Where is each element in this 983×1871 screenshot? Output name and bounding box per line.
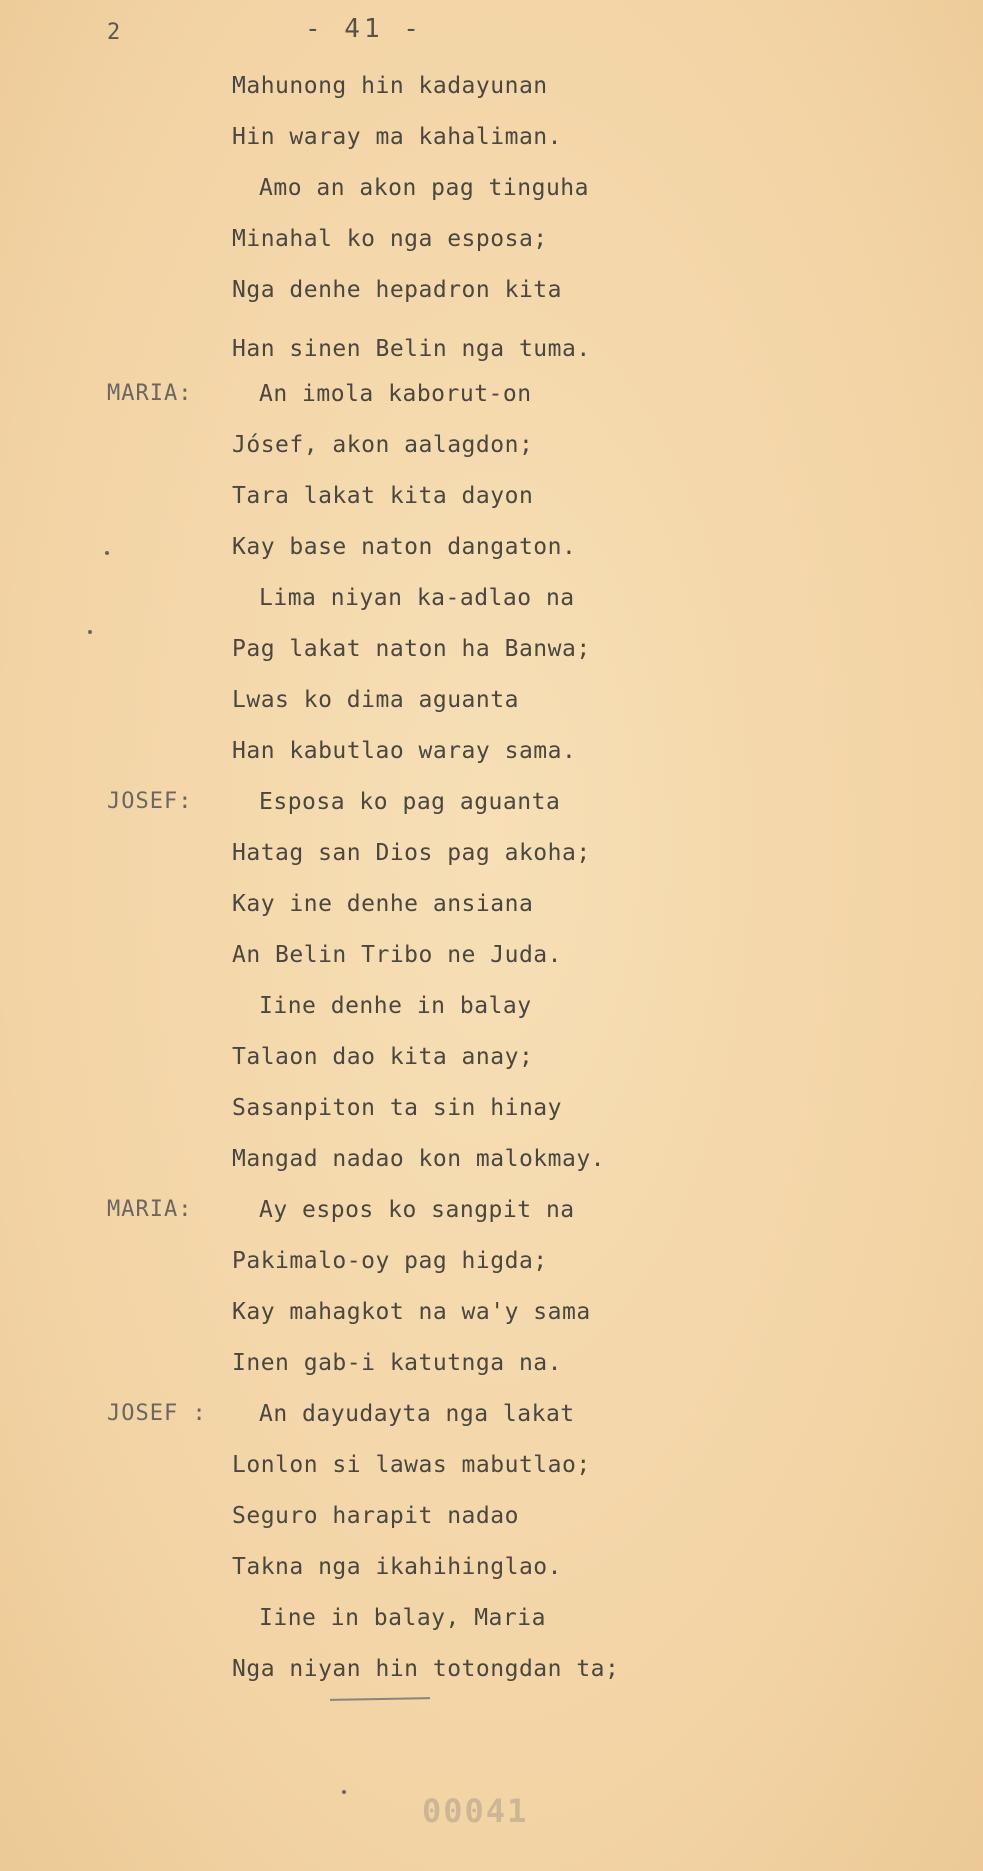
speaker-label: JOSEF : xyxy=(107,1401,207,1426)
verse-line: Han kabutlao waray sama. xyxy=(232,738,577,764)
verse-line: Kay mahagkot na wa'y sama xyxy=(232,1299,591,1325)
speaker-label: MARIA: xyxy=(107,1197,193,1222)
verse-line: An dayudayta nga lakat xyxy=(259,1401,575,1427)
ink-dot xyxy=(342,1790,346,1794)
verse-line: Han sinen Belin nga tuma. xyxy=(232,336,591,362)
verse-line: Inen gab-i katutnga na. xyxy=(232,1350,562,1376)
verse-line: Hatag san Dios pag akoha; xyxy=(232,840,591,866)
page-number: - 41 - xyxy=(305,14,423,44)
verse-line: Hin waray ma kahaliman. xyxy=(232,124,562,150)
verse-line: Minahal ko nga esposa; xyxy=(232,226,548,252)
speaker-label: MARIA: xyxy=(107,381,193,406)
verse-line: Lonlon si lawas mabutlao; xyxy=(232,1452,591,1478)
pencil-underline xyxy=(330,1697,430,1701)
verse-line: Takna nga ikahihinglao. xyxy=(232,1554,562,1580)
verse-line: Mangad nadao kon malokmay. xyxy=(232,1146,606,1172)
verse-line: Sasanpiton ta sin hinay xyxy=(232,1095,562,1121)
verse-line: Jósef, akon aalagdon; xyxy=(232,432,534,458)
archive-stamp: 00041 xyxy=(422,1792,529,1830)
verse-line: Mahunong hin kadayunan xyxy=(232,73,548,99)
verse-line: Iine denhe in balay xyxy=(259,993,532,1019)
verse-line: Talaon dao kita anay; xyxy=(232,1044,534,1070)
verse-line: Amo an akon pag tinguha xyxy=(259,175,589,201)
verse-line: Pag lakat naton ha Banwa; xyxy=(232,636,591,662)
ink-dot xyxy=(88,630,92,634)
verse-line: Lwas ko dima aguanta xyxy=(232,687,519,713)
ink-dot xyxy=(105,551,109,555)
speaker-label: JOSEF: xyxy=(107,789,193,814)
verse-line: Pakimalo-oy pag higda; xyxy=(232,1248,548,1274)
verse-line: An imola kaborut-on xyxy=(259,381,532,407)
corner-number: 2 xyxy=(107,20,121,45)
verse-line: Ay espos ko sangpit na xyxy=(259,1197,575,1223)
verse-line: Nga denhe hepadron kita xyxy=(232,277,562,303)
verse-line: Tara lakat kita dayon xyxy=(232,483,534,509)
verse-line: Seguro harapit nadao xyxy=(232,1503,519,1529)
verse-line: Iine in balay, Maria xyxy=(259,1605,546,1631)
verse-line: Kay ine denhe ansiana xyxy=(232,891,534,917)
verse-line: Esposa ko pag aguanta xyxy=(259,789,561,815)
verse-line: Nga niyan hin totongdan ta; xyxy=(232,1656,620,1682)
verse-line: Lima niyan ka-adlao na xyxy=(259,585,575,611)
verse-line: An Belin Tribo ne Juda. xyxy=(232,942,562,968)
verse-line: Kay base naton dangaton. xyxy=(232,534,577,560)
